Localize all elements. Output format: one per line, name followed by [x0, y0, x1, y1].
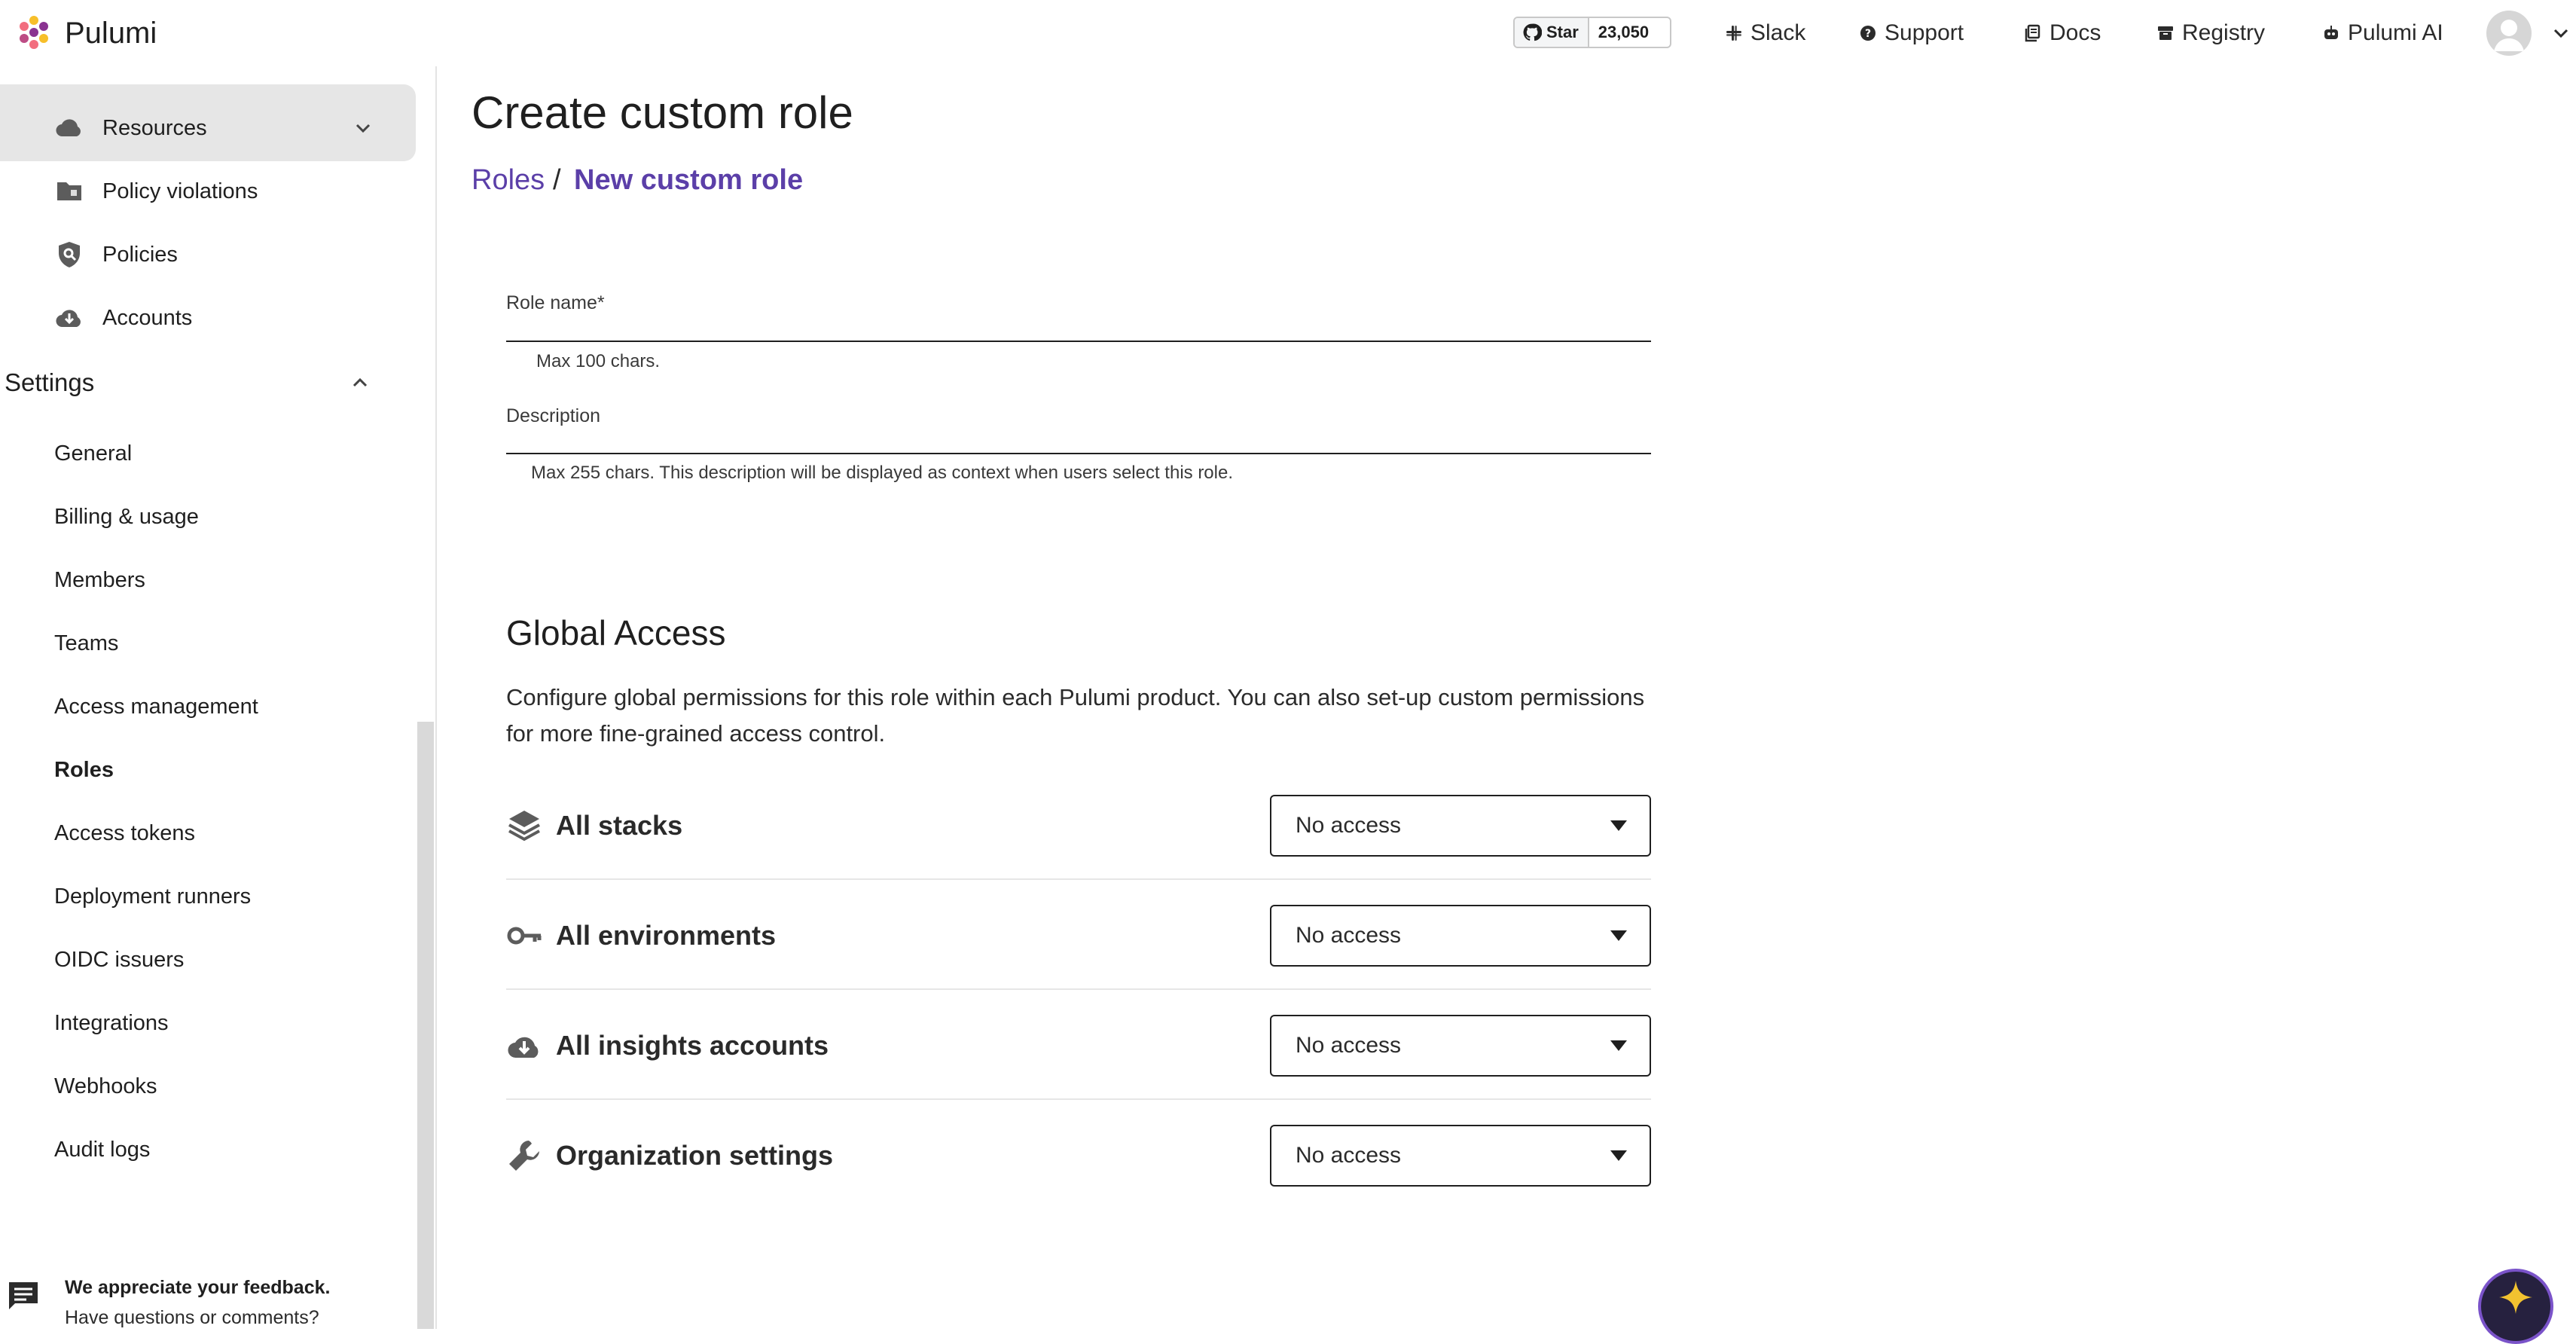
row-divider	[506, 1098, 1651, 1100]
sidebar-item-access-tokens[interactable]: Access tokens	[54, 821, 195, 845]
nav-slack[interactable]	[1725, 15, 1805, 51]
organization-settings-label: Organization settings	[556, 1140, 834, 1171]
all-stacks-value: No access	[1296, 813, 1402, 838]
robot-icon	[2322, 24, 2340, 42]
role-name-input[interactable]	[506, 312, 1654, 342]
breadcrumb-separator: /	[553, 164, 561, 196]
github-star-count: 23,050	[1589, 18, 1658, 47]
layers-icon	[506, 808, 542, 844]
nav-docs[interactable]	[2024, 15, 2101, 51]
account-menu-chevron-icon[interactable]	[2552, 26, 2570, 41]
user-avatar[interactable]	[2486, 11, 2532, 56]
sidebar-item-teams[interactable]: Teams	[54, 631, 119, 655]
sidebar-item-access-management[interactable]: Access management	[54, 695, 258, 719]
sidebar-item-audit-logs[interactable]: Audit logs	[54, 1138, 151, 1162]
sidebar-item-policies[interactable]: Policies	[102, 243, 178, 267]
sidebar-item-policy-violations[interactable]: Policy violations	[102, 179, 258, 203]
key-icon	[506, 918, 542, 954]
help-circle-icon	[1859, 24, 1877, 42]
nav-support-label: Support	[1885, 20, 1964, 45]
all-insights-accounts-value: No access	[1296, 1033, 1402, 1058]
sidebar-item-webhooks[interactable]: Webhooks	[54, 1074, 157, 1098]
github-star-label: Star	[1546, 23, 1579, 41]
description-underline	[506, 453, 1651, 454]
role-name-underline	[506, 341, 1651, 342]
page-title: Create custom role	[472, 87, 853, 138]
caret-down-icon	[1610, 820, 1627, 831]
feedback-link[interactable]: Have questions or comments?	[65, 1307, 319, 1328]
description-label: Description	[506, 405, 601, 426]
breadcrumb-roles-link[interactable]: Roles	[472, 164, 545, 196]
settings-section-title[interactable]: Settings	[5, 368, 95, 396]
pulumi-logo-icon[interactable]	[15, 14, 53, 51]
description-help: Max 255 chars. This description will be displayed as context when users select this role.	[531, 463, 1234, 483]
shield-search-icon	[54, 240, 84, 270]
sidebar-item-billing-usage[interactable]: Billing & usage	[54, 505, 199, 529]
sidebar-item-roles[interactable]: Roles	[54, 758, 114, 782]
feedback-title: We appreciate your feedback.	[65, 1277, 331, 1298]
docs-icon	[2024, 24, 2042, 42]
nav-pulumi-ai[interactable]	[2322, 15, 2443, 51]
brand-name[interactable]: Pulumi	[65, 17, 157, 50]
all-environments-label: All environments	[556, 920, 777, 951]
user-avatar-icon	[2486, 11, 2532, 56]
sidebar-item-resources-label: Resources	[102, 116, 207, 140]
cloud-download-icon	[54, 303, 84, 333]
sidebar-item-accounts[interactable]: Accounts	[102, 306, 193, 330]
slack-icon	[1725, 24, 1743, 42]
sidebar	[0, 66, 437, 1329]
github-star-button[interactable]	[1513, 17, 1671, 48]
global-access-title: Global Access	[506, 613, 726, 652]
cloud-icon	[54, 113, 84, 143]
sidebar-item-members[interactable]: Members	[54, 568, 145, 592]
registry-icon	[2156, 24, 2175, 42]
nav-registry[interactable]	[2156, 15, 2265, 51]
cloud-download-icon	[506, 1028, 542, 1064]
chevron-down-icon[interactable]	[354, 121, 372, 136]
nav-pulumi-ai-label: Pulumi AI	[2348, 20, 2443, 45]
caret-down-icon	[1610, 1150, 1627, 1161]
feedback-icon[interactable]	[6, 1279, 41, 1314]
global-access-description: Configure global permissions for this role within each Pulumi product. You can also set-up custom permissions for more fine-grained access control.	[506, 684, 1645, 747]
nav-support[interactable]	[1859, 15, 1964, 51]
description-input[interactable]	[506, 425, 1654, 455]
ai-assistant-button[interactable]	[2478, 1269, 2553, 1344]
sidebar-item-general[interactable]: General	[54, 441, 133, 466]
top-bar	[0, 0, 2576, 66]
chevron-up-icon[interactable]	[351, 375, 369, 390]
nav-slack-label: Slack	[1750, 20, 1806, 45]
role-name-label: Role name*	[506, 292, 605, 313]
all-insights-accounts-select[interactable]	[1270, 1015, 1651, 1077]
organization-settings-value: No access	[1296, 1143, 1402, 1168]
breadcrumb-current: New custom role	[574, 164, 804, 196]
caret-down-icon	[1610, 1040, 1627, 1051]
wrench-icon	[506, 1138, 542, 1174]
organization-settings-select[interactable]	[1270, 1125, 1651, 1187]
all-environments-select[interactable]	[1270, 905, 1651, 967]
sidebar-item-oidc-issuers[interactable]: OIDC issuers	[54, 948, 185, 972]
caret-down-icon	[1610, 930, 1627, 941]
nav-docs-label: Docs	[2050, 20, 2101, 45]
sidebar-item-integrations[interactable]: Integrations	[54, 1011, 169, 1035]
role-name-help: Max 100 chars.	[536, 351, 661, 371]
row-divider	[506, 878, 1651, 880]
sparkle-icon	[2481, 1266, 2550, 1335]
nav-registry-label: Registry	[2182, 20, 2266, 45]
svg-text:?: ?	[1864, 28, 1872, 40]
sidebar-item-deployment-runners[interactable]: Deployment runners	[54, 884, 252, 909]
row-divider	[506, 988, 1651, 990]
sidebar-scrollbar[interactable]	[417, 722, 434, 1329]
all-insights-accounts-label: All insights accounts	[556, 1030, 829, 1061]
folder-icon	[54, 176, 84, 206]
all-stacks-select[interactable]	[1270, 795, 1651, 857]
all-stacks-label: All stacks	[556, 810, 683, 841]
github-icon	[1522, 23, 1542, 42]
all-environments-value: No access	[1296, 923, 1402, 948]
